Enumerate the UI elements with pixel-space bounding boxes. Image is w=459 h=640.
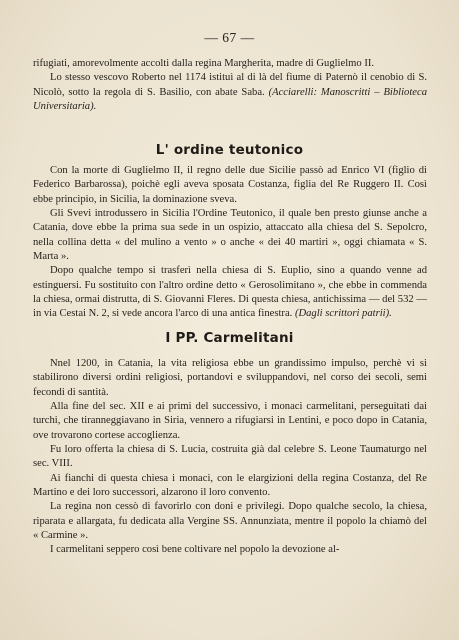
section-heading-carmelites: I PP. Carmelitani bbox=[165, 330, 294, 346]
source-citation: (Dagli scrittori patrii). bbox=[294, 308, 392, 320]
paragraph: Nnel 1200, in Catania, la vita religiosa ebbe un grandissimo impulso, perchè vi si stabilirono diversi ordini religiosi, portandovi e sviluppandovi, nel corso dei secoli, semi fecondi di santità. bbox=[33, 358, 427, 398]
section-heading-teutonic-order: L' ordine teutonico bbox=[155, 142, 304, 158]
paragraph bbox=[33, 71, 427, 114]
paragraph-text: Lo stesso vescovo Roberto nel 1174 istituì al di là del fiume di Paternò il cenobio di S. Nicolò, sotto la regola di S. Basilio, con abate Saba. bbox=[33, 72, 427, 98]
intro-text-block bbox=[33, 57, 427, 114]
carmelites-text-block bbox=[33, 357, 427, 558]
source-citation: (Acciarelli: Manoscritti – Biblioteca Universitaria). bbox=[33, 86, 427, 113]
page-number: — 67 — bbox=[204, 30, 255, 45]
paragraph: Con la morte di Guglielmo II, il regno delle due Sicilie passò ad Enrico VI (figlio di Federico Barbarossa), poichè egli aveva sposata Costanza, figlia del Re Ruggero II. Così ebbe principio, in Sicilia, la dominazione sveva. bbox=[33, 165, 427, 205]
paragraph: rifugiati, amorevolmente accolti dalla regina Margherita, madre di Guglielmo II. bbox=[33, 58, 375, 69]
paragraph: Gli Svevi introdussero in Sicilia l'Ordine Teutonico, il quale ben presto giunse anche a Catania, dove ebbe la prima sua sede in un ospizio, attaccato alla chiesa del S. Sepolcro, nella collina detta « del mulino a vento » o anche « dei 40 martiri », oggi chiamata « S. Marta ». bbox=[33, 208, 427, 263]
paragraph: Fu loro offerta la chiesa di S. Lucia, costruita già dal celebre S. Leone Taumaturgo nel sec. VIII. bbox=[33, 444, 427, 470]
paragraph: Ai fianchi di questa chiesa i monaci, con le elargizioni della regina Costanza, del Re Martino e dei loro successori, alzarono il loro convento. bbox=[33, 472, 427, 499]
teutonic-order-text-block bbox=[33, 164, 427, 322]
paragraph-text: Dopo qualche tempo si trasferì nella chiesa di S. Euplio, sino a quando venne ad estinguersi. Fu sostituito con l'altro ordine detto « Gerosolimitano », che ebbe in commenda la chiesa, ormai distrutta, di S. Giovanni Fleres. Di questa chiesa, antichissima — del 532 — in via Cestai N. 2, si vede ancora l'arco di una antica finestra. bbox=[33, 265, 427, 320]
paragraph: La regina non cessò di favorirlo con doni e privilegi. Dopo qualche secolo, la chiesa, riparata e allargata, fu dedicata alla Vergine SS. Annunziata, mentre il popolo la chiamò del « Carmine ». bbox=[33, 501, 427, 542]
paragraph bbox=[33, 264, 427, 321]
paragraph: Alla fine del sec. XII e ai primi del successivo, i monaci carmelitani, perseguitati dai turchi, che tiranneggiavano in Siria, vennero a rifugiarsi in Lentini, e poco dopo in Catania, ove trovarono cortese accoglienza. bbox=[33, 401, 427, 441]
paragraph: I carmelitani seppero così bene coltivare nel popolo la devozione al- bbox=[50, 544, 340, 556]
